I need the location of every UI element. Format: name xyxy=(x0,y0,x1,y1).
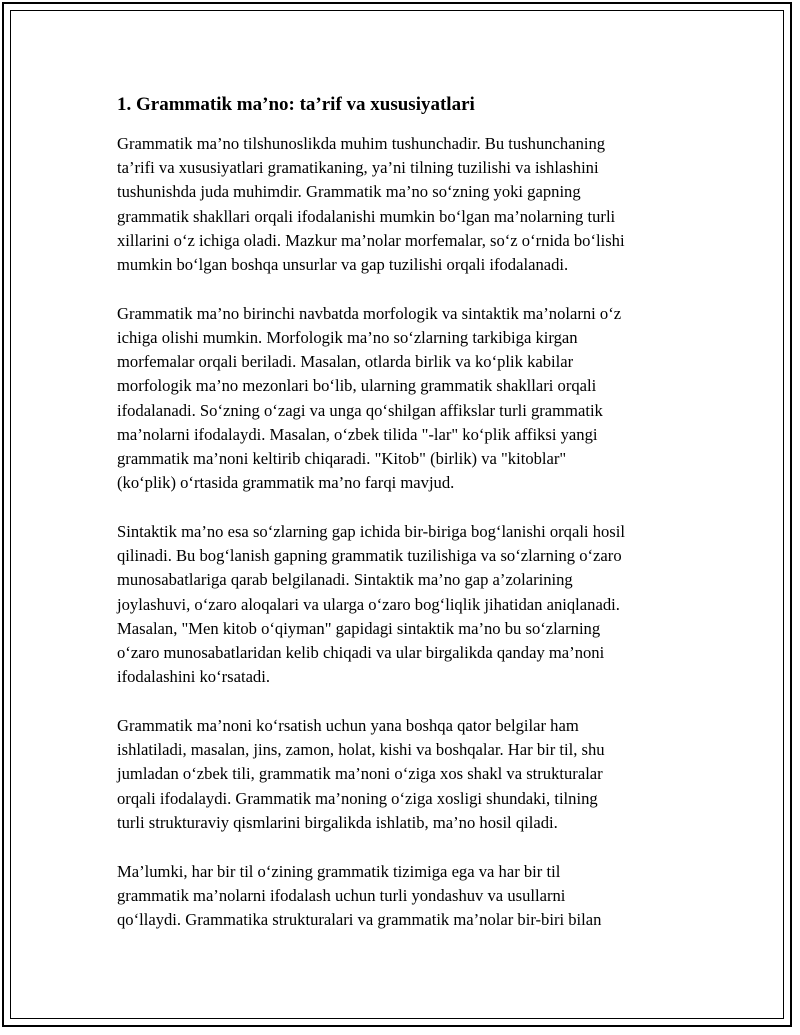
text-line: qilinadi. Bu bog‘lanish gapning grammatik tuzilishiga va so‘zlarning o‘zaro xyxy=(117,546,622,566)
text-line: Sintaktik ma’no esa so‘zlarning gap ichida bir-biriga bog‘lanishi orqali hosil xyxy=(117,522,625,542)
text-line: orqali ifodalaydi. Grammatik ma’noning o‘ziga xosligi shundaki, tilning xyxy=(117,788,598,808)
text-line: joylashuvi, o‘zaro aloqalari va ularga o‘zaro bog‘liqlik jihatidan aniqlanadi. xyxy=(117,594,620,614)
body-paragraph xyxy=(117,714,707,835)
text-line: Ma’lumki, har bir til o‘zining grammatik tizimiga ega va har bir til xyxy=(117,861,561,881)
body-paragraph xyxy=(117,302,707,496)
body-paragraph xyxy=(117,860,707,933)
text-line: grammatik ma’noni keltirib chiqaradi. "Kitob" (birlik) va "kitoblar" xyxy=(117,449,567,469)
text-line: morfemalar orqali beriladi. Masalan, otlarda birlik va ko‘plik kabilar xyxy=(117,352,574,372)
text-line: grammatik ma’nolarni ifodalash uchun turli yondashuv va usullarni xyxy=(117,885,566,905)
document-body xyxy=(117,93,707,957)
paragraph-container xyxy=(117,132,707,932)
text-line: tushunishda juda muhimdir. Grammatik ma’no so‘zning yoki gapning xyxy=(117,182,581,202)
text-line: ta’rifi va xususiyatlari gramatikaning, ya’ni tilning tuzilishi va ishlashini xyxy=(117,158,599,178)
text-line: ma’nolarni ifodalaydi. Masalan, o‘zbek tilida "-lar" ko‘plik affiksi yangi xyxy=(117,424,598,444)
text-line: morfologik ma’no mezonlari bo‘lib, ularning grammatik shakllari orqali xyxy=(117,376,597,396)
text-line: o‘zaro munosabatlaridan kelib chiqadi va ular birgalikda qanday ma’noni xyxy=(117,643,605,663)
text-line: jumladan o‘zbek tili, grammatik ma’noni o‘ziga xos shakl va strukturalar xyxy=(117,764,603,784)
text-line: ishlatiladi, masalan, jins, zamon, holat, kishi va boshqalar. Har bir til, shu xyxy=(117,740,605,760)
text-line: mumkin bo‘lgan boshqa unsurlar va gap tuzilishi orqali ifodalanadi. xyxy=(117,255,569,275)
text-line: (ko‘plik) o‘rtasida grammatik ma’no farqi mavjud. xyxy=(117,473,455,493)
text-line: munosabatlariga qarab belgilanadi. Sintaktik ma’no gap a’zolarining xyxy=(117,570,573,590)
section-heading: 1. Grammatik ma’no: ta’rif va xususiyatlari xyxy=(117,94,475,115)
text-line: turli strukturaviy qismlarini birgalikda ishlatib, ma’no hosil qiladi. xyxy=(117,812,558,832)
body-paragraph xyxy=(117,520,707,689)
text-line: Grammatik ma’no tilshunoslikda muhim tushunchadir. Bu tushunchaning xyxy=(117,134,606,153)
text-line: xillarini o‘z ichiga oladi. Mazkur ma’nolar morfemalar, so‘z o‘rnida bo‘lishi xyxy=(117,230,625,250)
text-line: qo‘llaydi. Grammatika strukturalari va grammatik ma’nolar bir-biri bilan xyxy=(117,910,602,930)
text-line: ifodalanadi. So‘zning o‘zagi va unga qo‘shilgan affikslar turli grammatik xyxy=(117,400,603,420)
text-line: grammatik shakllari orqali ifodalanishi mumkin bo‘lgan ma’nolarning turli xyxy=(117,206,616,226)
text-line: Grammatik ma’no birinchi navbatda morfologik va sintaktik ma’nolarni o‘z xyxy=(117,303,622,323)
text-line: Grammatik ma’noni ko‘rsatish uchun yana boshqa qator belgilar ham xyxy=(117,716,579,736)
text-line: ifodalashini ko‘rsatadi. xyxy=(117,667,270,687)
text-line: Masalan, "Men kitob o‘qiyman" gapidagi sintaktik ma’no bu so‘zlarning xyxy=(117,618,601,638)
body-paragraph xyxy=(117,132,707,277)
text-line: ichiga olishi mumkin. Morfologik ma’no so‘zlarning tarkibiga kirgan xyxy=(117,328,578,348)
